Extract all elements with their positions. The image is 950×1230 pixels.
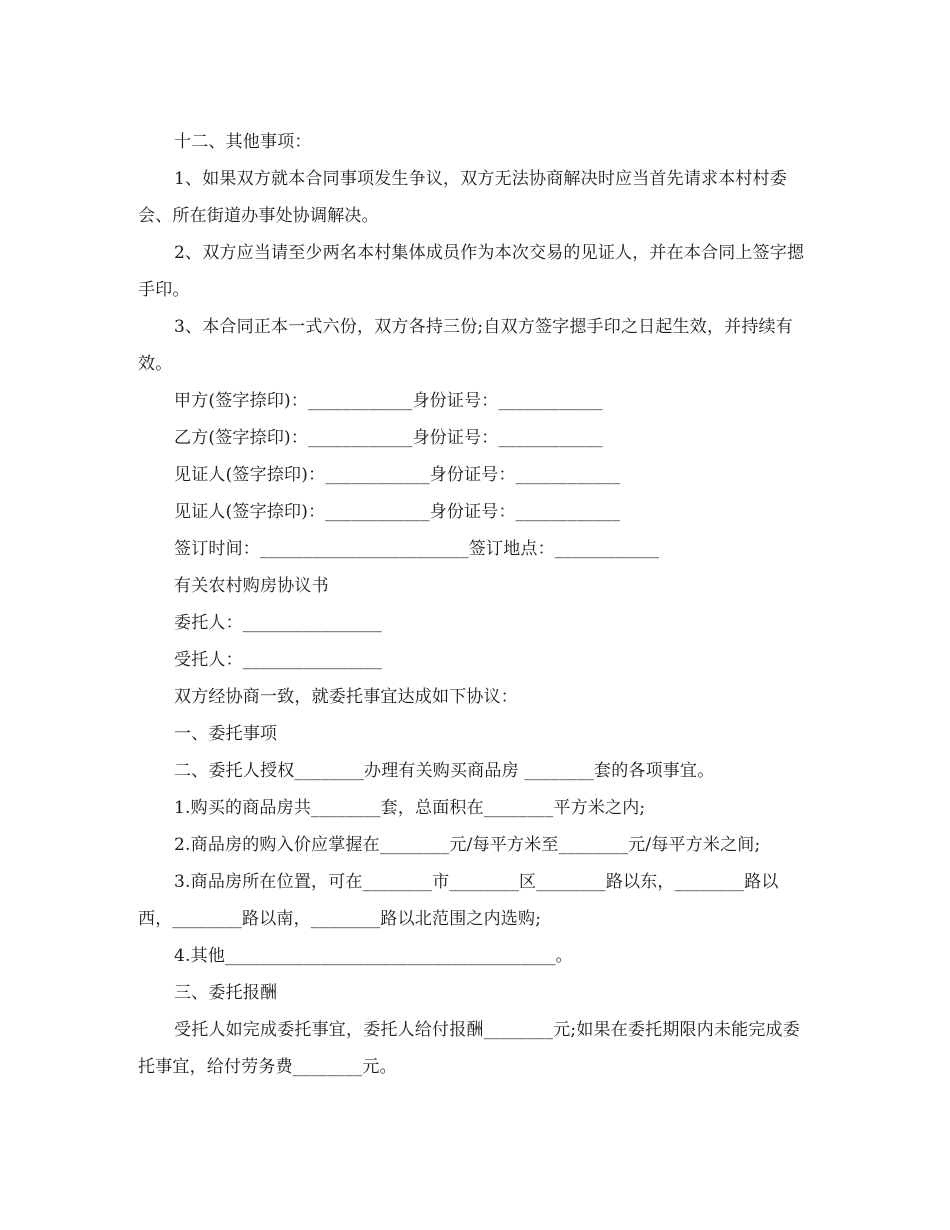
section-heading-remuneration: 三、委托报酬	[174, 983, 278, 1003]
section-heading-other-matters: 十二、其他事项：	[174, 132, 312, 152]
item-3-location: 3.商品房所在位置，可在________市________区________路以东，________路以西，________路以南，________路以北范围之内选购;	[138, 872, 779, 929]
clause-remuneration: 受托人如完成委托事宜，委托人给付报酬________元;如果在委托期限内未能完成委托事宜，给付劳务费________元。	[138, 1020, 800, 1077]
item-2-price-range: 2.商品房的购入价应掌握在________元/每平方米至________元/每平方米之间;	[174, 835, 761, 855]
section-heading-entrusted-matters: 一、委托事项	[174, 724, 278, 744]
clause-dispute-resolution: 1、如果双方就本合同事项发生争议，双方无法协商解决时应当首先请求本村村委会、所在街道办事处协调解决。	[138, 169, 788, 226]
agent-line: 受托人：________________	[174, 650, 382, 670]
principal-line: 委托人：________________	[174, 613, 382, 633]
item-1-quantity-area: 1.购买的商品房共________套，总面积在________平方米之内;	[174, 798, 646, 818]
clause-copies-effective: 3、本合同正本一式六份，双方各持三份;自双方签字摁手印之日起生效，并持续有效。	[138, 317, 793, 374]
signature-line-witness-1: 见证人(签字捺印)：____________身份证号：____________	[174, 465, 621, 485]
signature-line-party-b: 乙方(签字捺印)：____________身份证号：____________	[174, 428, 603, 448]
clause-witnesses: 2、双方应当请至少两名本村集体成员作为本次交易的见证人，并在本合同上签字摁手印。	[138, 243, 805, 300]
agreement-intro: 双方经协商一致，就委托事宜达成如下协议：	[174, 687, 518, 707]
signing-time-place-line: 签订时间：________________________签订地点：____________	[174, 539, 660, 559]
document-body	[138, 124, 811, 1086]
agreement-title: 有关农村购房协议书	[174, 576, 329, 596]
item-4-other: 4.其他______________________________________。	[174, 946, 573, 966]
signature-line-witness-2: 见证人(签字捺印)：____________身份证号：____________	[174, 502, 621, 522]
signature-line-party-a: 甲方(签字捺印)：____________身份证号：____________	[174, 391, 603, 411]
clause-authorization: 二、委托人授权________办理有关购买商品房 ________套的各项事宜。	[174, 761, 715, 781]
